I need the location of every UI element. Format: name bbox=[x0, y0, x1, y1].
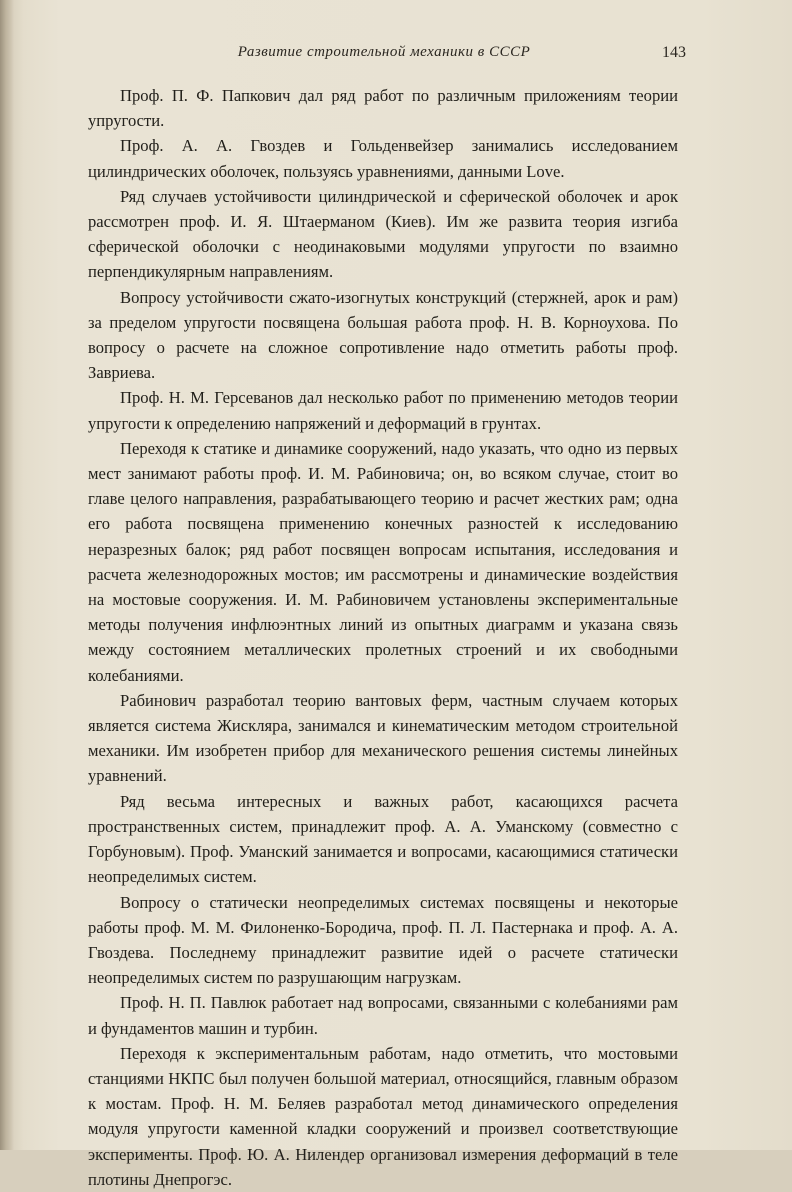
body-text bbox=[88, 83, 678, 1192]
paragraph-indeterminate-systems: Вопросу о статически неопределимых системах посвящены и некоторые работы проф. М. М. Филоненко-Бородича, проф. П. Л. Пастернака и проф. А. А. Гвоздева. Последнему принадлежит развитие идей о расчете статически неопределимых систем по разрушающим нагрузкам. bbox=[88, 892, 678, 988]
paragraph-rabinovich-trusses: Рабинович разработал теорию вантовых ферм, частным случаем которых является система Жискляра, занимался и кинематическим методом строительной механики. Им изобретен прибор для механического решения системы линейных уравнений. bbox=[88, 690, 678, 786]
page-header bbox=[88, 44, 686, 70]
running-title: Развитие строительной механики в СССР bbox=[237, 44, 531, 60]
paragraph-experimental-work: Переходя к экспериментальным работам, надо отметить, что мостовыми станциями НКПС был получен большой материал, относящийся, главным образом к мостам. Проф. Н. М. Беляев разработал метод динамического определения модуля упругости каменной кладки сооружений и произвел соответствующие эксперименты. Проф. Ю. А. Нилендер организовал измерения деформаций в теле плотины Днепрогэс. bbox=[88, 1043, 678, 1189]
page-binding-shadow bbox=[0, 0, 14, 1150]
paragraph-gvozdev-goldenveizer: Проф. А. А. Гвоздев и Гольденвейзер занимались исследованием цилиндрических оболочек, пользуясь уравнениями, данными Love. bbox=[88, 136, 678, 181]
paragraph-papkovich: Проф. П. Ф. Папкович дал ряд работ по различным приложениям теории упругости. bbox=[88, 86, 678, 131]
paragraph-shtaerman: Ряд случаев устойчивости цилиндрической и сферической оболочек и арок рассмотрен проф. И. Я. Штаерманом (Киев). Им же развита теория изгиба сферической оболочки с неодинаковыми модулями упругости по взаимно перпендикулярным направлениям. bbox=[88, 186, 678, 282]
paragraph-rabinovich-statics: Переходя к статике и динамике сооружений, надо указать, что одно из первых мест занимают работы проф. И. М. Рабиновича; он, во всяком случае, стоит во главе целого направления, разрабатывающего теорию и расчет жестких рам; одна его работа посвящена применению конечных разностей к исследованию неразрезных балок; ряд работ посвящен вопросам испытания, исследования и расчета железнодорожных мостов; им рассмотрены и динамические воздействия на мостовые сооружения. И. М. Рабиновичем установлены экспериментальные методы получения инфлюэнтных линий из опытных диаграмм и указана связь между состоянием металлических пролетных строений и их свободными колебаниями. bbox=[88, 438, 678, 685]
paragraph-stability: Вопросу устойчивости сжато-изогнутых конструкций (стержней, арок и рам) за пределом упругости посвящена большая работа проф. Н. В. Корноухова. По вопросу о расчете на сложное сопротивление надо отметить работы проф. Завриева. bbox=[88, 287, 678, 383]
page-number: 143 bbox=[662, 44, 686, 61]
paragraph-gersevanov: Проф. Н. М. Герсеванов дал несколько работ по применению методов теории упругости к определению напряжений и деформаций в грунтах. bbox=[88, 388, 678, 433]
paragraph-umansky: Ряд весьма интересных и важных работ, касающихся расчета пространственных систем, принадлежит проф. А. А. Уманскому (совместно с Горбуновым). Проф. Уманский занимается и вопросами, касающимися статически неопределимых систем. bbox=[88, 791, 678, 887]
paragraph-pavlyuk: Проф. Н. П. Павлюк работает над вопросами, связанными с колебаниями рам и фундаментов машин и турбин. bbox=[88, 993, 678, 1038]
